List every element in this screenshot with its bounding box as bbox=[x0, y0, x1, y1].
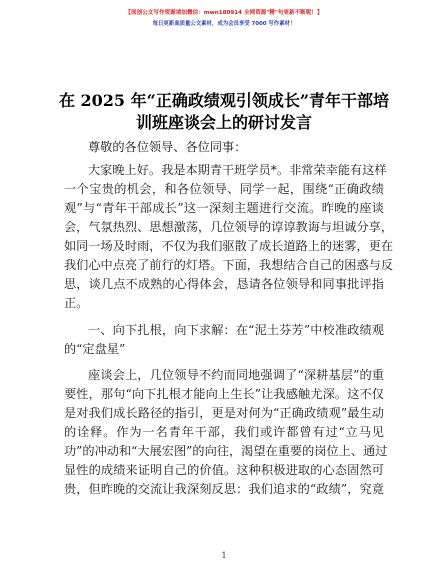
document-title-line-1: 在 2025 年“正确政绩观引领成长”青年干部培 bbox=[58, 91, 390, 110]
body-line: 的诠释。作为一名青年干部，我们或许都曾有过“立马见 bbox=[64, 425, 384, 439]
body-line: 思，谈几点不成熟的心得体会，恳请各位领导和同事批评指 bbox=[64, 277, 384, 291]
greeting: 尊敬的各位领导、各位同事： bbox=[88, 140, 247, 154]
body-line: 贵，但昨晚的交流让我深刻反思：我们追求的“政绩”，究竟 bbox=[64, 482, 384, 496]
body-line: 观”与“青年干部成长”这一深刻主题进行交流。昨晚的座谈 bbox=[64, 201, 384, 215]
body-line: 如同一场及时雨，不仅为我们驱散了成长道路上的迷雾，更在 bbox=[64, 239, 394, 253]
body-line: 正。 bbox=[64, 296, 89, 310]
document-title-line-2: 训班座谈会上的研讨发言 bbox=[135, 113, 312, 132]
promo-banner-line-1: 【原创公文写作资源请加微信：mwn180914 全网资源"精"句更新不断呢！】 bbox=[125, 10, 323, 16]
body-line: 显性的成绩来证明自己的价值。这种积极进取的心态固然可 bbox=[64, 463, 384, 477]
body-line: 是对我们成长路径的指引，更是对何为“正确政绩观”最生动 bbox=[64, 406, 384, 420]
body-line: 座谈会上，几位领导不约而同地强调了“深耕基层”的重 bbox=[88, 368, 384, 382]
body-line: 我们心中点亮了前行的灯塔。下面，我想结合自己的困惑与反 bbox=[64, 258, 394, 272]
page-number: 1 bbox=[221, 551, 227, 560]
body-line: 会，气氛热烈、思想激荡，几位领导的谆谆教诲与坦诚分享， bbox=[64, 220, 394, 234]
body-line: 大家晚上好。我是本期青干班学员*。非常荣幸能有这样 bbox=[88, 163, 387, 177]
promo-banner-line-2: 每日更新高质量公文素材，成为会员享受 7000 写作素材！ bbox=[152, 21, 296, 27]
body-line: 功”的冲动和“大展宏图”的向往，渴望在重要的岗位上、通过 bbox=[64, 444, 388, 458]
section-heading: 的“定盘星” bbox=[64, 342, 126, 356]
body-line: 要性，那句“向下扎根才能向上生长”让我感触尤深。这不仅 bbox=[64, 387, 384, 401]
body-line: 一个宝贵的机会，和各位领导、同学一起，围绕“正确政绩 bbox=[64, 182, 384, 196]
section-heading: 一、向下扎根，向下求解：在“泥土芬芳”中校准政绩观 bbox=[88, 323, 384, 337]
